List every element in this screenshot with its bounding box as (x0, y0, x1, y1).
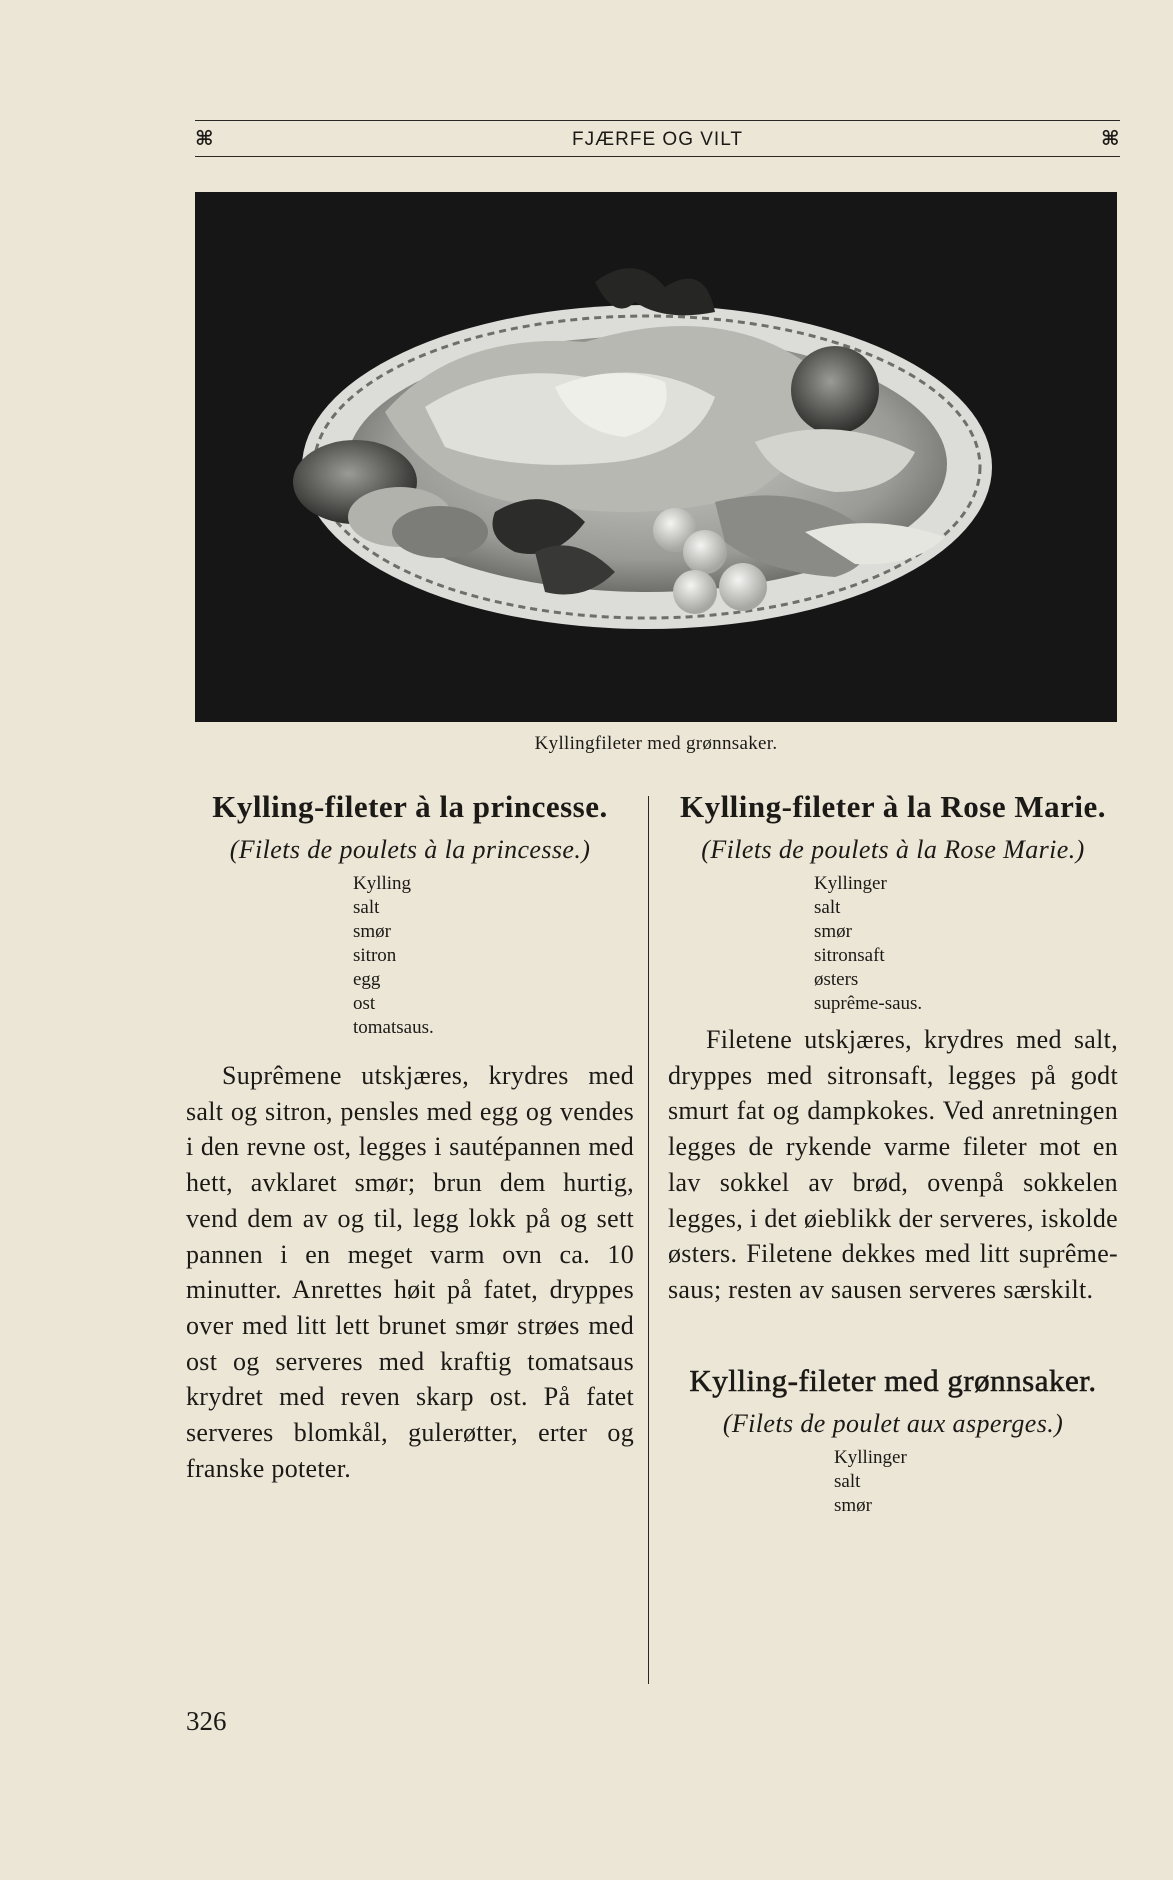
ingredient-list (353, 872, 634, 1040)
ingredient: østers (814, 969, 859, 990)
running-header: FJÆRFE OG VILT (572, 129, 743, 150)
recipe-title: Kylling-fileter med grønnsaker. (689, 1362, 1097, 1398)
ingredient: egg (353, 969, 381, 990)
recipe-princesse (186, 788, 634, 1486)
ingredient: sitronsaft (814, 945, 885, 966)
dish-photo (195, 192, 1117, 722)
header-ornament-right: ⌘ (1101, 128, 1120, 150)
ingredient: Kyllinger (834, 1446, 907, 1468)
recipe-french-title: (Filets de poulets à la princesse.) (229, 835, 591, 864)
recipe-rose-marie (668, 788, 1118, 1518)
ingredient-list (834, 1446, 1118, 1518)
header-rule-top (195, 120, 1120, 121)
recipe-french-title: (Filets de poulet aux asperges.) (722, 1408, 1064, 1438)
ingredient: sitron (353, 945, 397, 966)
ingredient: smør (814, 921, 852, 942)
recipe-med-gronnsaker (668, 1362, 1118, 1518)
ingredient: salt (814, 897, 841, 918)
ingredient: salt (353, 897, 380, 918)
ingredient-list (814, 872, 1118, 1016)
ingredient: smør (834, 1494, 872, 1516)
recipe-instructions: Filetene utskjæres, krydres med salt, dryppes med sitronsaft, legges på godt smurt fat og dampkokes. Ved anretningen legges de rykende varme fileter mot en lav sokkel av brød, ovenpå sokkelen legges, i det øieblikk der serveres, iskolde østers. Filetene dekkes med litt suprême-saus; resten av sausen serveres særskilt. (668, 1025, 1118, 1304)
recipe-french-title: (Filets de poulets à la Rose Marie.) (701, 835, 1085, 864)
header-rule-bottom (195, 156, 1120, 157)
ingredient: ost (353, 993, 376, 1014)
ingredient: suprême-saus. (814, 993, 923, 1014)
recipe-instructions: Suprêmene utskjæres, krydres med salt og sitron, pensles med egg og vendes i den revne ost, legges i sautépannen med hett, avklaret smør; brun dem hurtig, vend dem av og til, legg lokk på og sett pannen i en meget varm ovn ca. 10 minutter. Anrettes høit på fatet, dryppes over med litt lett brunet smør strøes med ost og serveres med kraftig tomatsaus krydret med reven skarp ost. På fatet serveres blomkål, gulerøtter, erter og franske poteter. (186, 1061, 634, 1483)
recipe-title: Kylling-fileter à la Rose Marie. (679, 789, 1107, 824)
plate-illustration (195, 192, 1117, 722)
ingredient: Kylling (353, 873, 412, 894)
ingredient: smør (353, 921, 391, 942)
ingredient: Kyllinger (814, 873, 887, 894)
ingredient: tomatsaus. (353, 1017, 434, 1038)
header-ornament-left: ⌘ (195, 128, 214, 150)
photo-caption: Kyllingfileter med grønnsaker. (534, 733, 778, 754)
column-divider (648, 796, 649, 1684)
ingredient: salt (834, 1470, 861, 1492)
recipe-title: Kylling-fileter à la princesse. (212, 789, 608, 824)
page-number: 326 (186, 1706, 227, 1736)
